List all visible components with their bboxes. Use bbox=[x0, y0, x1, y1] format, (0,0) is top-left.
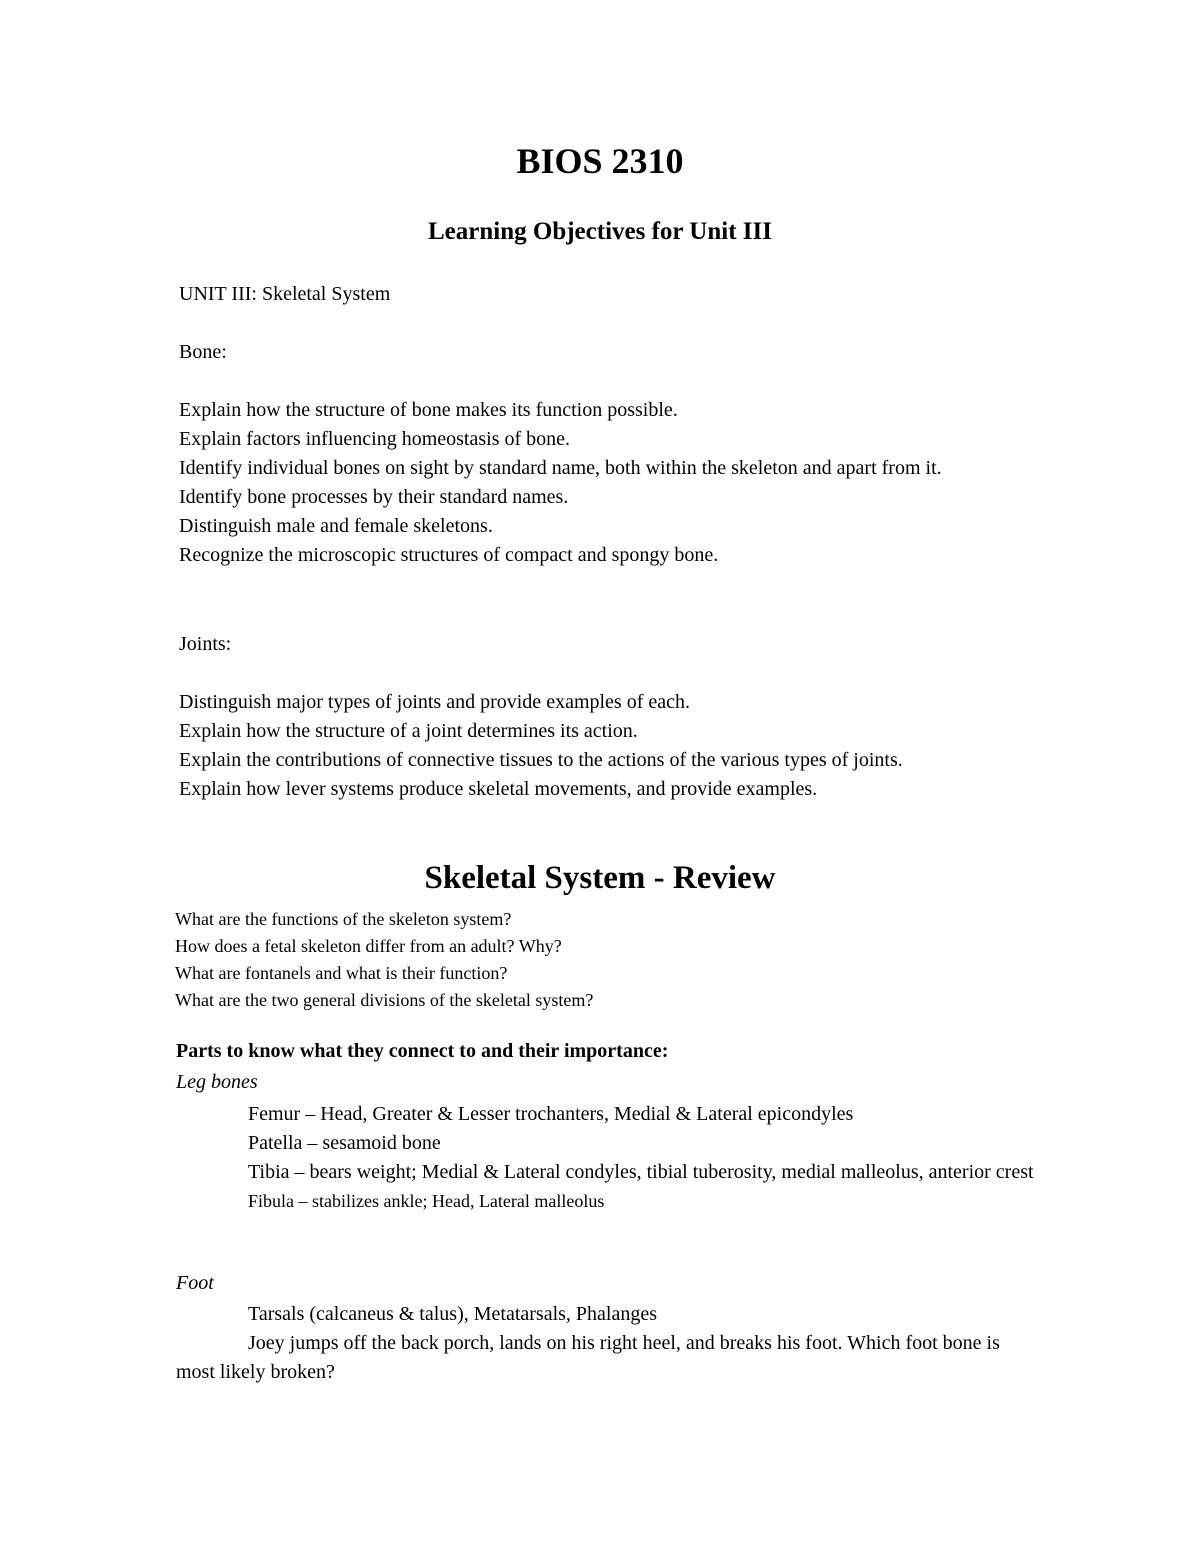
foot-item: Joey jumps off the back porch, lands on his right heel, and breaks his foot. Which foot bone is most likely broken? bbox=[176, 1332, 1000, 1383]
joint-objective: Distinguish major types of joints and provide examples of each. bbox=[179, 691, 691, 713]
bone-objective: Explain how the structure of bone makes its function possible. bbox=[179, 399, 678, 421]
bone-objectives-list bbox=[179, 396, 1029, 570]
leg-bones-label: Leg bones bbox=[176, 1071, 258, 1093]
bone-objective: Identify bone processes by their standard names. bbox=[179, 486, 569, 508]
document-subtitle: Learning Objectives for Unit III bbox=[428, 218, 772, 245]
bone-objective: Identify individual bones on sight by standard name, both within the skeleton and apart from it. bbox=[179, 457, 942, 479]
leg-bone-item: Patella – sesamoid bone bbox=[248, 1132, 441, 1154]
joint-objective: Explain the contributions of connective tissues to the actions of the various types of joints. bbox=[179, 749, 903, 771]
foot-item: Tarsals (calcaneus & talus), Metatarsals, Phalanges bbox=[248, 1303, 658, 1325]
leg-bone-item: Tibia – bears weight; Medial & Lateral condyles, tibial tuberosity, medial malleolus, anterior crest bbox=[248, 1161, 1034, 1183]
document-title: BIOS 2310 bbox=[516, 141, 684, 181]
review-question: What are the functions of the skeleton system? bbox=[175, 909, 512, 929]
leg-bone-item: Femur – Head, Greater & Lesser trochanters, Medial & Lateral epicondyles bbox=[248, 1103, 854, 1125]
bone-objective: Explain factors influencing homeostasis of bone. bbox=[179, 428, 571, 450]
parts-heading: Parts to know what they connect to and their importance: bbox=[176, 1040, 669, 1062]
unit-heading: UNIT III: Skeletal System bbox=[179, 283, 391, 305]
review-question: How does a fetal skeleton differ from an adult? Why? bbox=[175, 936, 562, 956]
leg-bones-list bbox=[176, 1100, 1036, 1216]
review-question: What are fontanels and what is their function? bbox=[175, 963, 508, 983]
joint-objective: Explain how lever systems produce skeletal movements, and provide examples. bbox=[179, 778, 818, 800]
joints-objectives-list bbox=[179, 688, 1029, 804]
leg-bone-item: Fibula – stabilizes ankle; Head, Lateral malleolus bbox=[248, 1191, 605, 1211]
review-questions-list bbox=[175, 906, 1075, 1014]
foot-list bbox=[176, 1300, 1036, 1387]
review-question: What are the two general divisions of the skeletal system? bbox=[175, 990, 594, 1010]
bone-objective: Recognize the microscopic structures of compact and spongy bone. bbox=[179, 544, 719, 566]
bone-objective: Distinguish male and female skeletons. bbox=[179, 515, 493, 537]
review-title: Skeletal System - Review bbox=[424, 860, 776, 896]
joints-heading: Joints: bbox=[179, 633, 232, 655]
foot-label: Foot bbox=[176, 1272, 214, 1294]
joint-objective: Explain how the structure of a joint determines its action. bbox=[179, 720, 638, 742]
bone-heading: Bone: bbox=[179, 341, 227, 363]
